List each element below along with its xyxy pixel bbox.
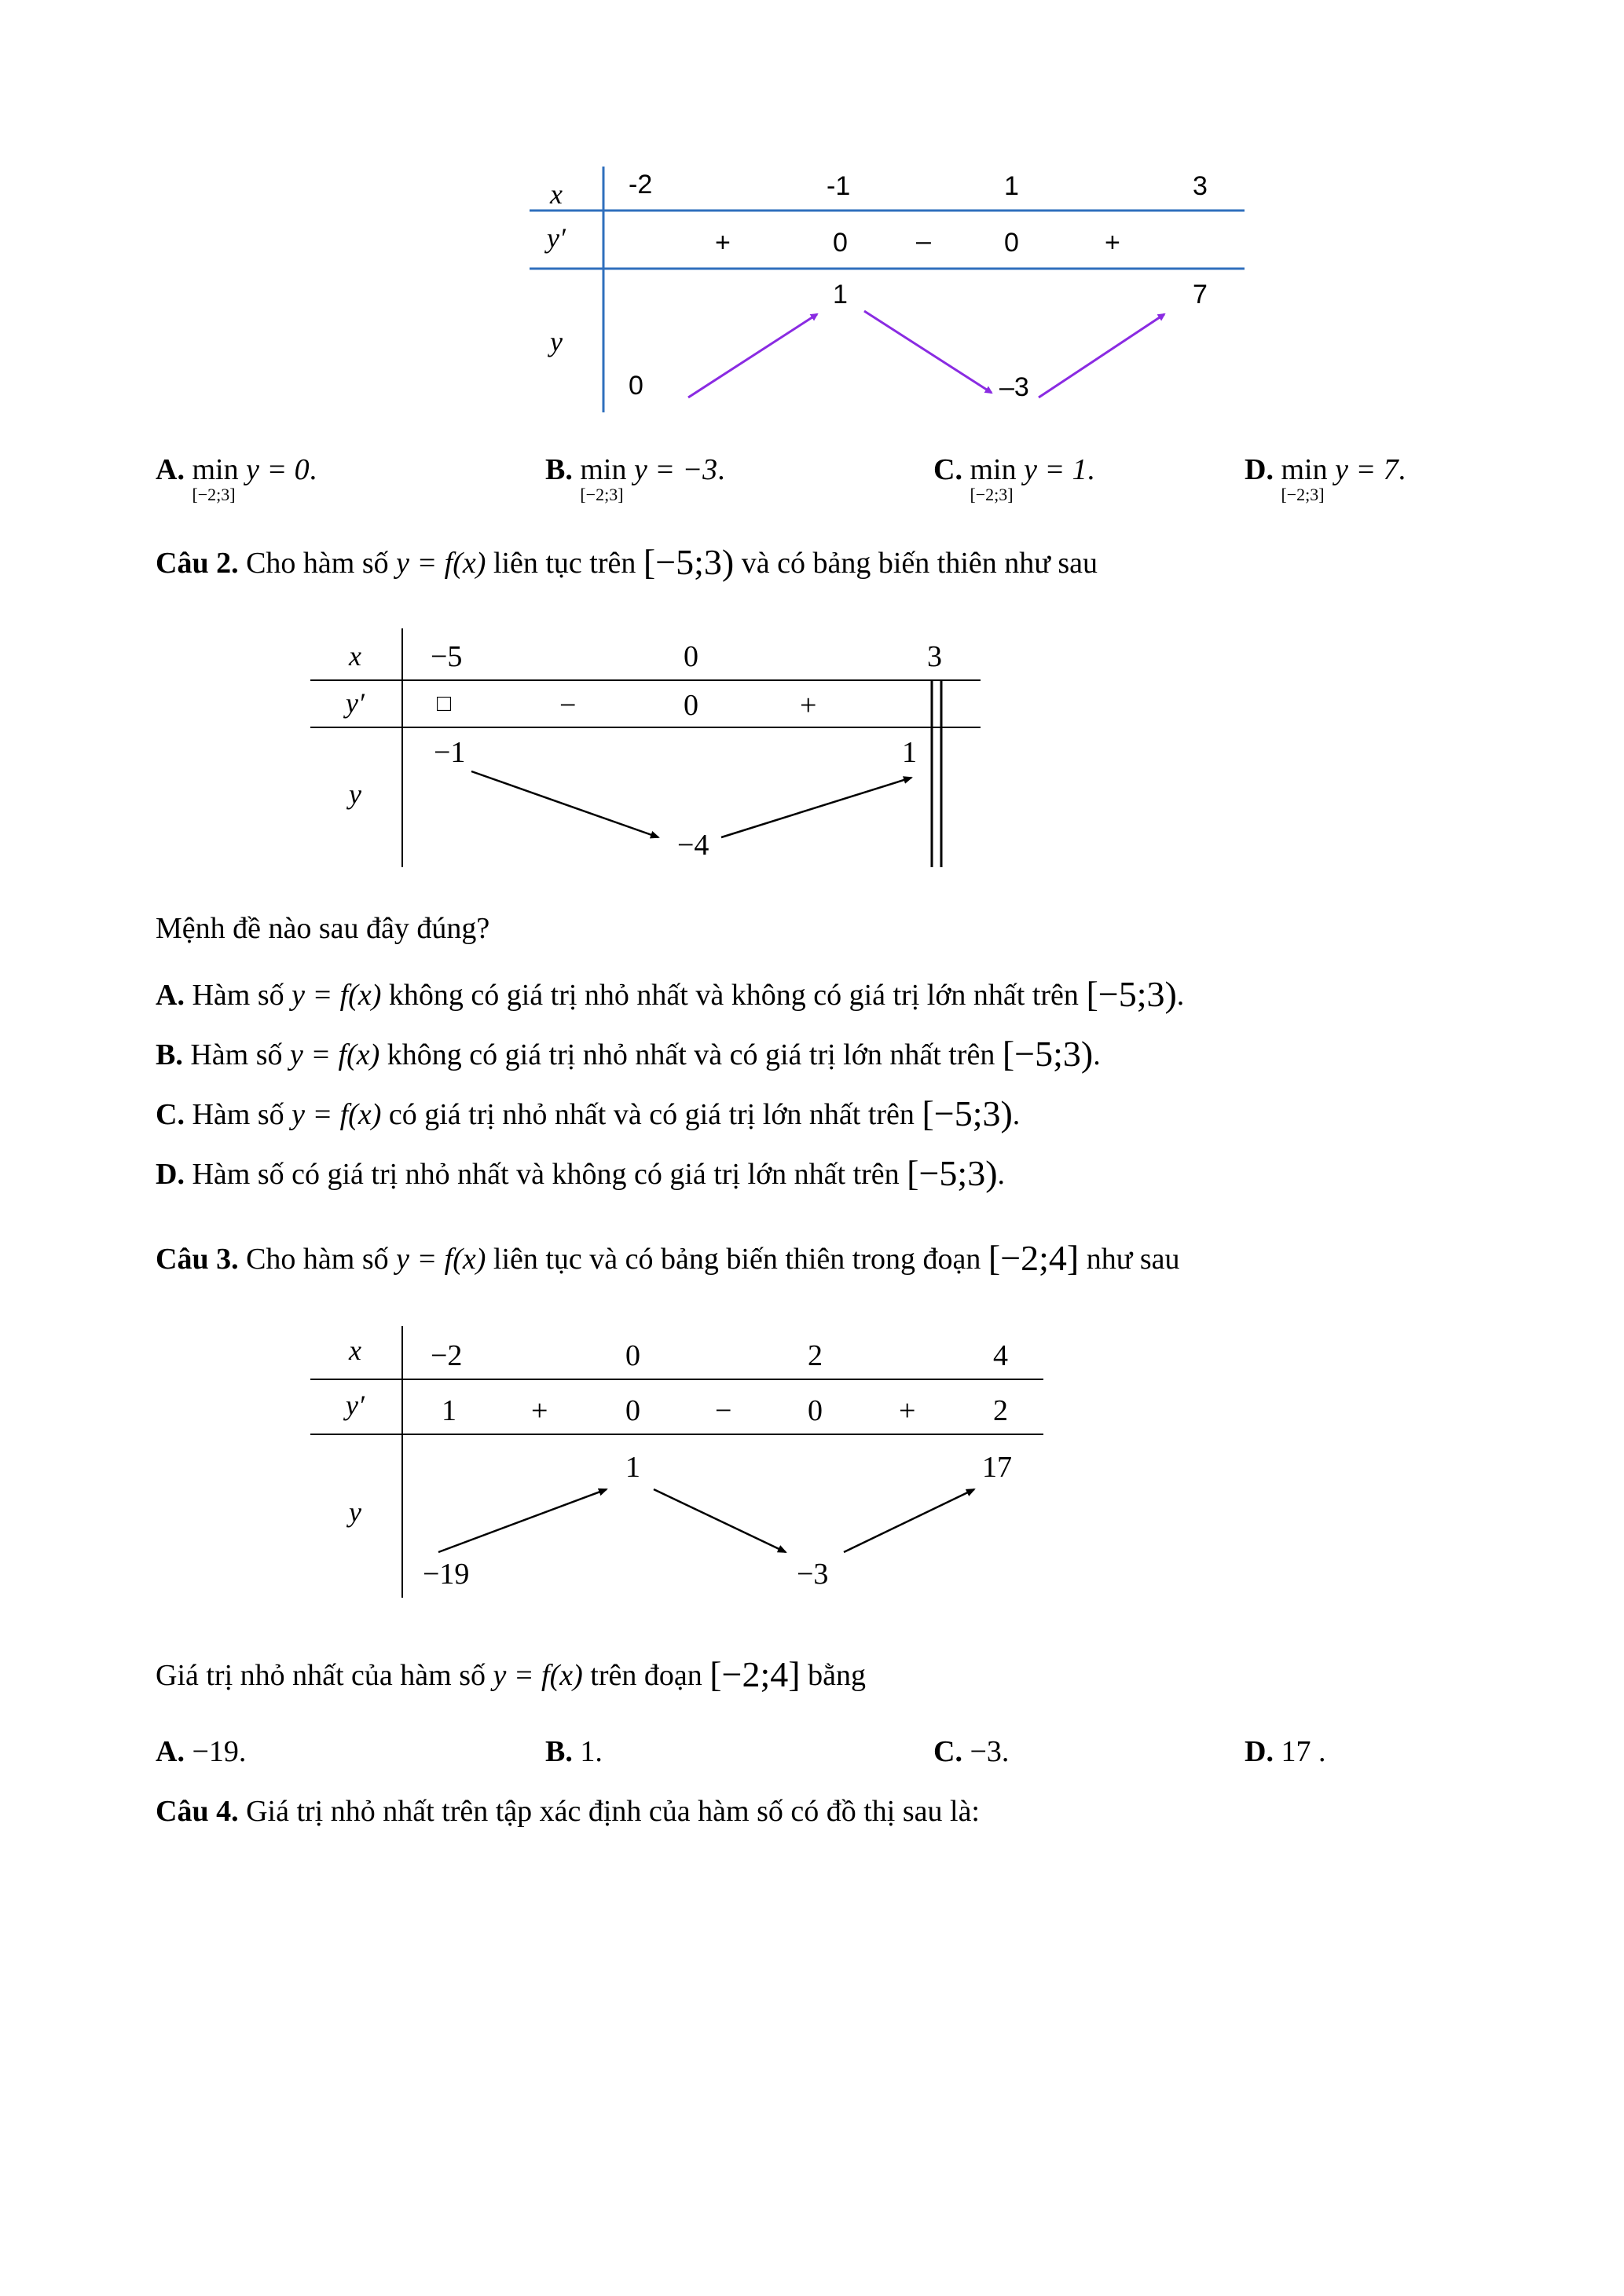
q3-question: Giá trị nhỏ nhất của hàm số y = f(x) trên đoạn [−2;4] bằng: [156, 1654, 866, 1694]
q1-option-b[interactable]: B. min [−2;3] y = −3.: [545, 453, 725, 504]
t2-x-value: 3: [927, 640, 942, 673]
t3-y-value: 17: [982, 1451, 1012, 1484]
t1-y-value: 1: [833, 280, 848, 309]
t3-y-value: −3: [797, 1558, 829, 1591]
t3-x-value: −2: [431, 1339, 463, 1372]
t1-y-label: y: [550, 326, 563, 357]
t1-yp-value: 0: [833, 228, 848, 258]
t3-yp-label: y′: [346, 1390, 365, 1421]
q2-stem: Câu 2. Cho hàm số y = f(x) liên tục trên [−5;3) và có bảng biến thiên như sau: [156, 542, 1098, 582]
q3-option-b[interactable]: B. 1.: [545, 1735, 603, 1768]
t3-arrow-down: [654, 1489, 786, 1552]
q1-option-c[interactable]: C. min [−2;3] y = 1.: [933, 453, 1095, 504]
t3-yp-value: 0: [808, 1394, 823, 1427]
q3-stem: Câu 3. Cho hàm số y = f(x) liên tục và có bảng biến thiên trong đoạn [−2;4] như sau: [156, 1238, 1180, 1278]
t1-yp-value: +: [1105, 228, 1120, 258]
t3-y-value: −19: [423, 1558, 470, 1591]
t3-y-label: y: [349, 1496, 361, 1528]
q3-option-a[interactable]: A. −19.: [156, 1735, 247, 1768]
t2-yp-value: −: [559, 689, 577, 722]
t2-yp-label: y′: [346, 687, 365, 719]
t3-x-value: 2: [808, 1339, 823, 1372]
q1-option-a[interactable]: A. min [−2;3] y = 0.: [156, 453, 317, 504]
t3-arrow-up-1: [438, 1489, 607, 1552]
t3-yp-value: −: [715, 1394, 732, 1427]
q3-option-d[interactable]: D. 17 .: [1245, 1735, 1326, 1768]
t2-y-value: −4: [677, 829, 709, 862]
t3-yp-value: +: [531, 1394, 548, 1427]
q3-option-c[interactable]: C. −3.: [933, 1735, 1010, 1768]
t2-yp-value: 0: [684, 689, 698, 722]
t3-x-value: 4: [993, 1339, 1008, 1372]
t1-yp-value: 0: [1004, 228, 1019, 258]
t2-y-value: 1: [902, 736, 917, 769]
t2-x-label: x: [349, 640, 361, 672]
t3-y-value: 1: [625, 1451, 640, 1484]
t3-x-value: 0: [625, 1339, 640, 1372]
t1-x-label: x: [550, 178, 563, 210]
t2-x-value: −5: [431, 640, 463, 673]
t3-arrow-up-2: [844, 1489, 974, 1552]
t1-y-value: 7: [1193, 280, 1208, 309]
t2-y-label: y: [349, 778, 361, 810]
t1-x-value: -1: [827, 171, 851, 201]
t1-yp-value: +: [715, 228, 731, 258]
t3-yp-value: 2: [993, 1394, 1008, 1427]
t1-yp-value: –: [916, 226, 931, 256]
q2-option-c[interactable]: C. Hàm số y = f(x) có giá trị nhỏ nhất và có giá trị lớn nhất trên [−5;3).: [156, 1093, 1021, 1133]
t1-y-value: 0: [629, 371, 643, 401]
t1-y-value: –3: [999, 372, 1029, 402]
q2-question: Mệnh đề nào sau đây đúng?: [156, 912, 490, 945]
t1-yp-label: y′: [547, 222, 566, 254]
t1-x-value: -2: [629, 170, 653, 200]
t3-yp-value: 0: [625, 1394, 640, 1427]
t1-x-value: 1: [1004, 171, 1019, 201]
q2-option-a[interactable]: A. Hàm số y = f(x) không có giá trị nhỏ nhất và không có giá trị lớn nhất trên [−5;3).: [156, 974, 1185, 1014]
t2-yp-value: □: [437, 690, 452, 716]
t3-yp-value: +: [899, 1394, 916, 1427]
t2-x-value: 0: [684, 640, 698, 673]
q4-stem: Câu 4. Giá trị nhỏ nhất trên tập xác định của hàm số có đồ thị sau là:: [156, 1795, 980, 1828]
t3-x-label: x: [349, 1335, 361, 1366]
q2-option-d[interactable]: D. Hàm số có giá trị nhỏ nhất và không có giá trị lớn nhất trên [−5;3).: [156, 1153, 1006, 1193]
t2-yp-value: +: [800, 689, 817, 722]
q2-option-b[interactable]: B. Hàm số y = f(x) không có giá trị nhỏ nhất và có giá trị lớn nhất trên [−5;3).: [156, 1034, 1101, 1074]
t1-x-value: 3: [1193, 171, 1208, 201]
q1-option-d[interactable]: D. min [−2;3] y = 7.: [1245, 453, 1406, 504]
t3-yp-value: 1: [442, 1394, 456, 1427]
t2-y-value: −1: [434, 736, 466, 769]
